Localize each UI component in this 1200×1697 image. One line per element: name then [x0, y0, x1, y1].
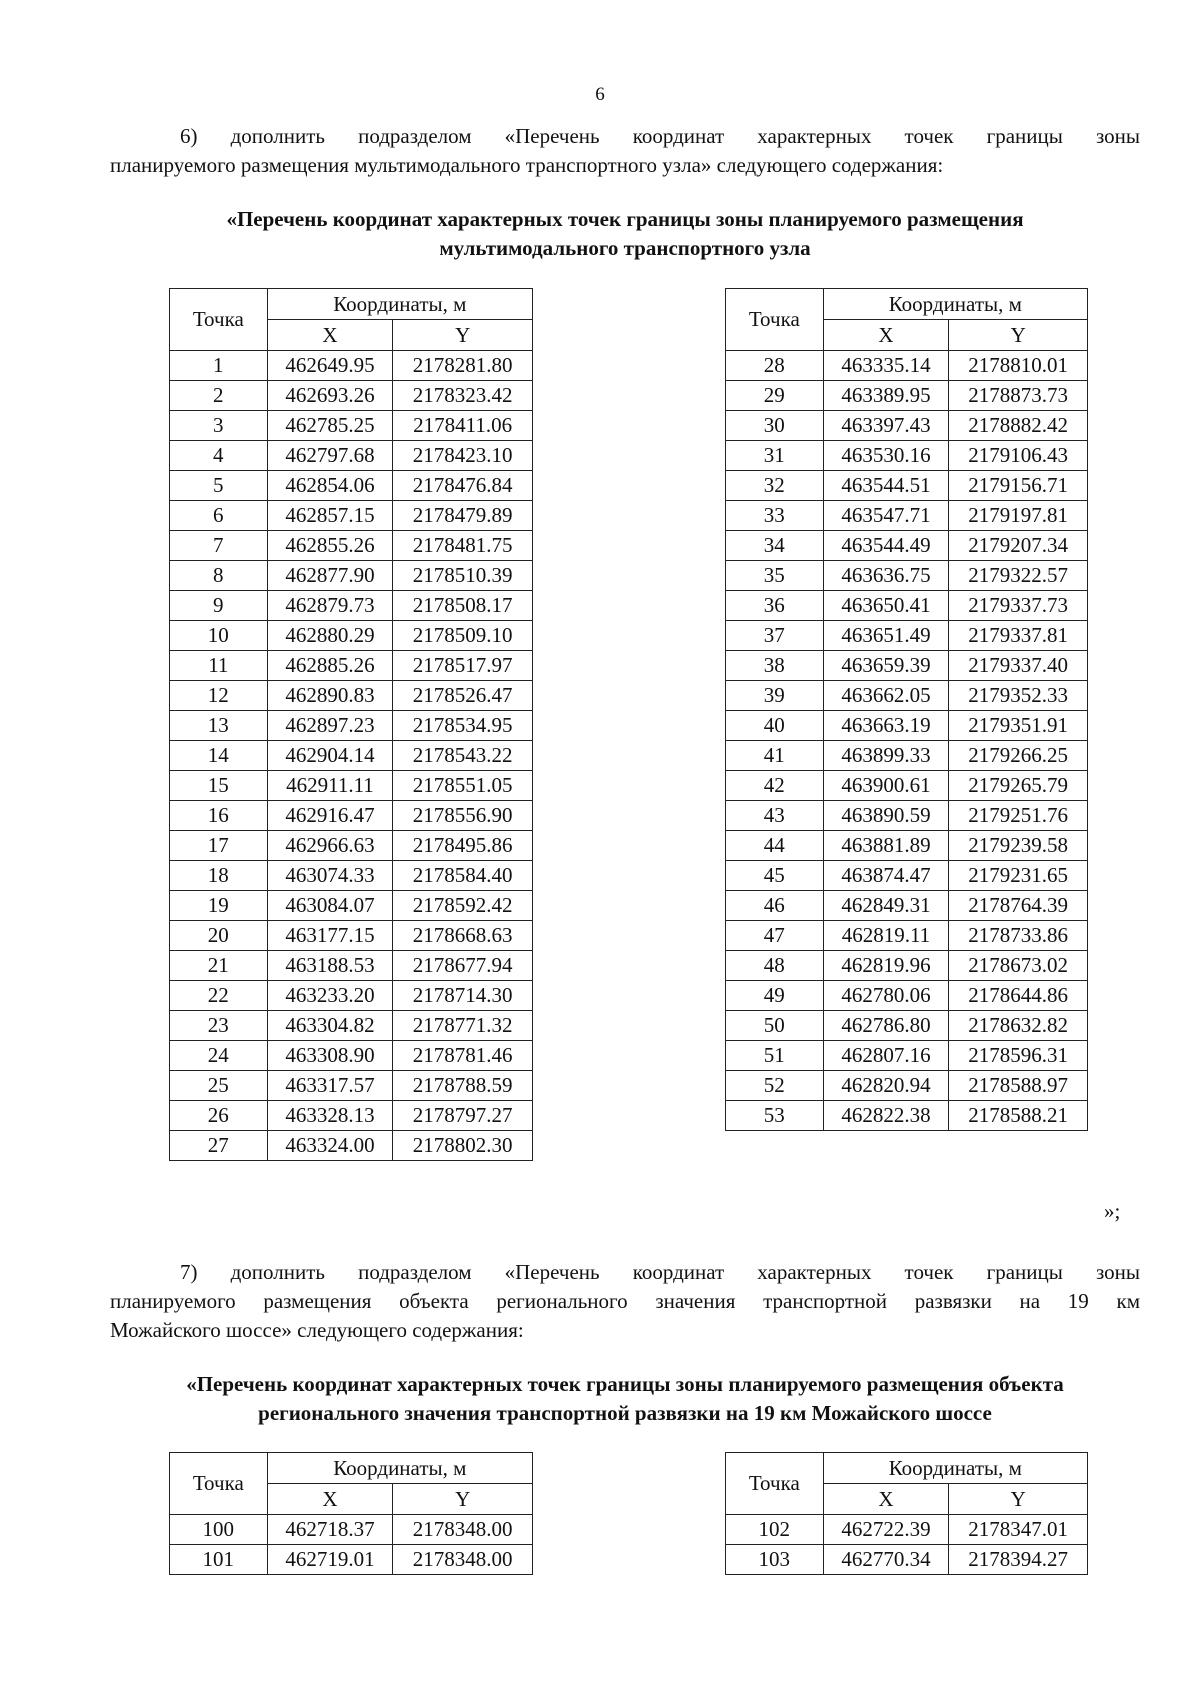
column-header-x: X [267, 320, 393, 351]
cell-x: 462849.31 [823, 891, 949, 921]
cell-point: 46 [726, 891, 824, 921]
cell-x: 463317.57 [267, 1071, 393, 1101]
table-row [726, 771, 1088, 801]
section6-heading-line2: мультимодального транспортного узла [439, 236, 811, 260]
cell-point: 40 [726, 711, 824, 741]
cell-y: 2178411.06 [393, 411, 533, 441]
cell-y: 2178592.42 [393, 891, 533, 921]
table-row [170, 951, 533, 981]
section6-coordinates-table-right [725, 288, 1088, 1131]
cell-point: 15 [170, 771, 268, 801]
cell-x: 463335.14 [823, 351, 949, 381]
cell-y: 2178347.01 [949, 1515, 1088, 1545]
table-row [170, 531, 533, 561]
cell-point: 10 [170, 621, 268, 651]
cell-x: 463324.00 [267, 1131, 393, 1161]
table-row [170, 741, 533, 771]
cell-x: 462911.11 [267, 771, 393, 801]
cell-point: 25 [170, 1071, 268, 1101]
cell-point: 21 [170, 951, 268, 981]
column-header-x: X [267, 1484, 393, 1515]
cell-x: 462785.25 [267, 411, 393, 441]
cell-point: 19 [170, 891, 268, 921]
table-row [726, 381, 1088, 411]
cell-y: 2178596.31 [949, 1041, 1088, 1071]
cell-y: 2179337.73 [949, 591, 1088, 621]
section6-paragraph [110, 122, 1140, 180]
cell-point: 17 [170, 831, 268, 861]
cell-x: 462820.94 [823, 1071, 949, 1101]
table-row [170, 681, 533, 711]
table-row [170, 921, 533, 951]
cell-y: 2178534.95 [393, 711, 533, 741]
cell-point: 22 [170, 981, 268, 1011]
cell-y: 2178495.86 [393, 831, 533, 861]
section7-heading-line1: «Перечень координат характерных точек границы зоны планируемого размещения объекта [186, 1372, 1064, 1396]
cell-point: 48 [726, 951, 824, 981]
table-row [170, 651, 533, 681]
cell-y: 2178673.02 [949, 951, 1088, 981]
column-header-point: Точка [170, 289, 268, 351]
cell-x: 463662.05 [823, 681, 949, 711]
cell-point: 50 [726, 1011, 824, 1041]
cell-y: 2178668.63 [393, 921, 533, 951]
cell-x: 463544.49 [823, 531, 949, 561]
cell-point: 36 [726, 591, 824, 621]
cell-point: 27 [170, 1131, 268, 1161]
column-header-coordinates: Координаты, м [267, 289, 532, 320]
cell-x: 462722.39 [823, 1515, 949, 1545]
cell-point: 35 [726, 561, 824, 591]
column-header-point: Точка [726, 1453, 824, 1515]
table-row [726, 411, 1088, 441]
table-row [170, 981, 533, 1011]
cell-y: 2178508.17 [393, 591, 533, 621]
cell-y: 2178733.86 [949, 921, 1088, 951]
cell-point: 37 [726, 621, 824, 651]
table-row [170, 1041, 533, 1071]
table-row [726, 681, 1088, 711]
table-row [726, 621, 1088, 651]
cell-y: 2178771.32 [393, 1011, 533, 1041]
cell-point: 16 [170, 801, 268, 831]
column-header-x: X [823, 1484, 949, 1515]
table-row [726, 561, 1088, 591]
section7-paragraph-line3: Можайского шоссе» следующего содержания: [110, 1318, 524, 1342]
cell-point: 20 [170, 921, 268, 951]
table-row [170, 1101, 533, 1131]
table-row [170, 441, 533, 471]
cell-point: 7 [170, 531, 268, 561]
table-row [726, 1545, 1088, 1575]
cell-point: 26 [170, 1101, 268, 1131]
cell-x: 462819.11 [823, 921, 949, 951]
cell-point: 43 [726, 801, 824, 831]
cell-y: 2178543.22 [393, 741, 533, 771]
cell-x: 462890.83 [267, 681, 393, 711]
cell-point: 13 [170, 711, 268, 741]
cell-x: 462786.80 [823, 1011, 949, 1041]
table-row [726, 891, 1088, 921]
cell-x: 463659.39 [823, 651, 949, 681]
cell-y: 2179266.25 [949, 741, 1088, 771]
table-row [726, 951, 1088, 981]
table-row [726, 1515, 1088, 1545]
cell-x: 462880.29 [267, 621, 393, 651]
cell-y: 2178509.10 [393, 621, 533, 651]
table-row [170, 1131, 533, 1161]
cell-point: 103 [726, 1545, 824, 1575]
table-row [170, 501, 533, 531]
cell-point: 1 [170, 351, 268, 381]
cell-point: 33 [726, 501, 824, 531]
column-header-point: Точка [726, 289, 824, 351]
cell-y: 2178584.40 [393, 861, 533, 891]
cell-y: 2179156.71 [949, 471, 1088, 501]
column-header-x: X [823, 320, 949, 351]
section7-heading [100, 1370, 1150, 1428]
column-header-coordinates: Координаты, м [823, 289, 1087, 320]
cell-y: 2178644.86 [949, 981, 1088, 1011]
cell-x: 463650.41 [823, 591, 949, 621]
cell-y: 2178517.97 [393, 651, 533, 681]
table-row [170, 591, 533, 621]
table-row [170, 471, 533, 501]
cell-x: 462916.47 [267, 801, 393, 831]
cell-x: 463900.61 [823, 771, 949, 801]
table-row [726, 921, 1088, 951]
cell-point: 53 [726, 1101, 824, 1131]
cell-point: 14 [170, 741, 268, 771]
cell-y: 2179337.40 [949, 651, 1088, 681]
closing-quote-mark: »; [1104, 1199, 1121, 1223]
section7-paragraph-line1: 7) дополнить подразделом «Перечень координат характерных точек границы зоны [180, 1260, 1140, 1284]
cell-y: 2178882.42 [949, 411, 1088, 441]
table-row [170, 1545, 533, 1575]
cell-x: 463084.07 [267, 891, 393, 921]
cell-x: 463177.15 [267, 921, 393, 951]
cell-x: 462780.06 [823, 981, 949, 1011]
cell-point: 4 [170, 441, 268, 471]
table-row [170, 381, 533, 411]
cell-x: 463890.59 [823, 801, 949, 831]
cell-x: 463074.33 [267, 861, 393, 891]
table-row [170, 1011, 533, 1041]
cell-point: 2 [170, 381, 268, 411]
section7-paragraph [110, 1258, 1140, 1345]
cell-y: 2179239.58 [949, 831, 1088, 861]
cell-y: 2178479.89 [393, 501, 533, 531]
cell-point: 9 [170, 591, 268, 621]
cell-point: 24 [170, 1041, 268, 1071]
cell-point: 44 [726, 831, 824, 861]
cell-point: 12 [170, 681, 268, 711]
cell-y: 2178476.84 [393, 471, 533, 501]
cell-y: 2178510.39 [393, 561, 533, 591]
cell-x: 462822.38 [823, 1101, 949, 1131]
table-row [726, 801, 1088, 831]
section7-paragraph-line2: планируемого размещения объекта регионального значения транспортной развязки на 19 км [110, 1289, 1140, 1313]
cell-x: 463636.75 [823, 561, 949, 591]
cell-y: 2178281.80 [393, 351, 533, 381]
cell-y: 2178714.30 [393, 981, 533, 1011]
cell-x: 462854.06 [267, 471, 393, 501]
page-number: 6 [595, 84, 605, 105]
cell-x: 463874.47 [823, 861, 949, 891]
cell-y: 2178556.90 [393, 801, 533, 831]
cell-y: 2178781.46 [393, 1041, 533, 1071]
cell-x: 462855.26 [267, 531, 393, 561]
cell-x: 462693.26 [267, 381, 393, 411]
cell-point: 102 [726, 1515, 824, 1545]
table-row [170, 411, 533, 441]
table-row [726, 1011, 1088, 1041]
table-row [170, 771, 533, 801]
table-row [170, 351, 533, 381]
cell-x: 463304.82 [267, 1011, 393, 1041]
cell-point: 30 [726, 411, 824, 441]
cell-point: 18 [170, 861, 268, 891]
table-row [170, 1515, 533, 1545]
table-row [170, 891, 533, 921]
cell-x: 463544.51 [823, 471, 949, 501]
table-row [170, 561, 533, 591]
cell-point: 23 [170, 1011, 268, 1041]
section6-heading [110, 205, 1140, 263]
section7-coordinates-table-left [169, 1452, 533, 1575]
cell-y: 2178551.05 [393, 771, 533, 801]
cell-y: 2179265.79 [949, 771, 1088, 801]
cell-x: 463389.95 [823, 381, 949, 411]
cell-x: 462966.63 [267, 831, 393, 861]
table-row [726, 1101, 1088, 1131]
table-row [726, 711, 1088, 741]
cell-point: 42 [726, 771, 824, 801]
cell-y: 2178394.27 [949, 1545, 1088, 1575]
cell-y: 2178348.00 [393, 1545, 533, 1575]
cell-y: 2178588.97 [949, 1071, 1088, 1101]
column-header-y: Y [949, 1484, 1088, 1515]
cell-y: 2178423.10 [393, 441, 533, 471]
cell-point: 5 [170, 471, 268, 501]
cell-y: 2179352.33 [949, 681, 1088, 711]
section6-paragraph-line1: 6) дополнить подразделом «Перечень координат характерных точек границы зоны [180, 124, 1140, 148]
cell-x: 462879.73 [267, 591, 393, 621]
table-row [726, 351, 1088, 381]
cell-x: 462885.26 [267, 651, 393, 681]
cell-point: 47 [726, 921, 824, 951]
cell-x: 463547.71 [823, 501, 949, 531]
cell-x: 462797.68 [267, 441, 393, 471]
cell-x: 463328.13 [267, 1101, 393, 1131]
cell-x: 462718.37 [267, 1515, 393, 1545]
cell-x: 462897.23 [267, 711, 393, 741]
cell-x: 462877.90 [267, 561, 393, 591]
cell-y: 2179337.81 [949, 621, 1088, 651]
cell-x: 463663.19 [823, 711, 949, 741]
column-header-y: Y [949, 320, 1088, 351]
section7-coordinates-table-right [725, 1452, 1088, 1575]
cell-point: 51 [726, 1041, 824, 1071]
cell-x: 463899.33 [823, 741, 949, 771]
cell-x: 462770.34 [823, 1545, 949, 1575]
cell-y: 2178348.00 [393, 1515, 533, 1545]
cell-x: 462719.01 [267, 1545, 393, 1575]
cell-point: 49 [726, 981, 824, 1011]
cell-x: 463188.53 [267, 951, 393, 981]
cell-point: 28 [726, 351, 824, 381]
cell-y: 2179106.43 [949, 441, 1088, 471]
section6-heading-line1: «Перечень координат характерных точек границы зоны планируемого размещения [226, 207, 1024, 231]
cell-x: 463308.90 [267, 1041, 393, 1071]
cell-y: 2179207.34 [949, 531, 1088, 561]
cell-point: 38 [726, 651, 824, 681]
cell-y: 2178323.42 [393, 381, 533, 411]
cell-x: 462819.96 [823, 951, 949, 981]
table-row [726, 501, 1088, 531]
cell-point: 32 [726, 471, 824, 501]
cell-y: 2178632.82 [949, 1011, 1088, 1041]
cell-point: 101 [170, 1545, 268, 1575]
cell-y: 2178481.75 [393, 531, 533, 561]
cell-y: 2179351.91 [949, 711, 1088, 741]
table-row [726, 861, 1088, 891]
cell-x: 462904.14 [267, 741, 393, 771]
table-row [726, 471, 1088, 501]
cell-point: 8 [170, 561, 268, 591]
cell-point: 11 [170, 651, 268, 681]
cell-y: 2179251.76 [949, 801, 1088, 831]
column-header-y: Y [393, 320, 533, 351]
table-row [726, 1071, 1088, 1101]
section7-heading-line2: регионального значения транспортной развязки на 19 км Можайского шоссе [258, 1401, 992, 1425]
table-row [170, 801, 533, 831]
table-row [170, 831, 533, 861]
column-header-point: Точка [170, 1453, 268, 1515]
cell-x: 462807.16 [823, 1041, 949, 1071]
table-row [726, 651, 1088, 681]
cell-y: 2178797.27 [393, 1101, 533, 1131]
cell-point: 6 [170, 501, 268, 531]
table-row [726, 831, 1088, 861]
table-row [726, 741, 1088, 771]
table-row [726, 441, 1088, 471]
table-row [726, 981, 1088, 1011]
cell-y: 2179231.65 [949, 861, 1088, 891]
cell-point: 41 [726, 741, 824, 771]
table-row [170, 861, 533, 891]
cell-y: 2178588.21 [949, 1101, 1088, 1131]
table-row [170, 621, 533, 651]
table-row [726, 591, 1088, 621]
cell-x: 463881.89 [823, 831, 949, 861]
cell-y: 2178526.47 [393, 681, 533, 711]
column-header-y: Y [393, 1484, 533, 1515]
cell-y: 2178788.59 [393, 1071, 533, 1101]
cell-y: 2178677.94 [393, 951, 533, 981]
cell-x: 462649.95 [267, 351, 393, 381]
cell-point: 3 [170, 411, 268, 441]
section6-paragraph-line2: планируемого размещения мультимодального транспортного узла» следующего содержания: [110, 153, 944, 177]
cell-point: 100 [170, 1515, 268, 1545]
cell-x: 463530.16 [823, 441, 949, 471]
cell-y: 2179197.81 [949, 501, 1088, 531]
column-header-coordinates: Координаты, м [823, 1453, 1087, 1484]
cell-y: 2178810.01 [949, 351, 1088, 381]
cell-y: 2178873.73 [949, 381, 1088, 411]
table-row [170, 711, 533, 741]
cell-point: 31 [726, 441, 824, 471]
table-row [170, 1071, 533, 1101]
cell-point: 52 [726, 1071, 824, 1101]
column-header-coordinates: Координаты, м [267, 1453, 532, 1484]
cell-y: 2178802.30 [393, 1131, 533, 1161]
section6-coordinates-table-left [169, 288, 533, 1161]
cell-y: 2178764.39 [949, 891, 1088, 921]
table-row [726, 1041, 1088, 1071]
cell-x: 463397.43 [823, 411, 949, 441]
cell-point: 34 [726, 531, 824, 561]
cell-y: 2179322.57 [949, 561, 1088, 591]
cell-x: 463651.49 [823, 621, 949, 651]
cell-point: 45 [726, 861, 824, 891]
cell-x: 463233.20 [267, 981, 393, 1011]
table-row [726, 531, 1088, 561]
cell-point: 29 [726, 381, 824, 411]
cell-point: 39 [726, 681, 824, 711]
cell-x: 462857.15 [267, 501, 393, 531]
